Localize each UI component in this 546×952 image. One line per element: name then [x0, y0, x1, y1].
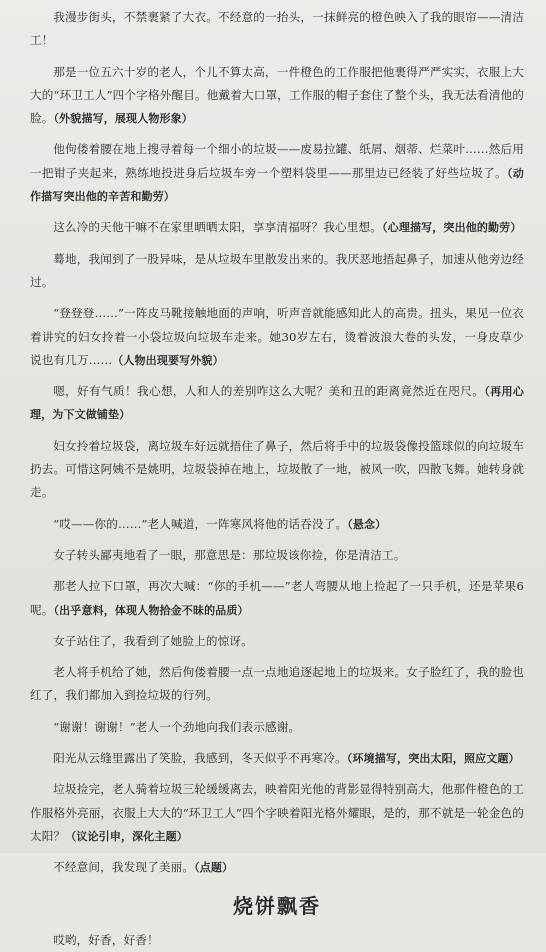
- paragraph-15: 阳光从云缝里露出了笑脸，我感到，冬天似乎不再寒冷。（环境描写，突出太阳，照应文题）: [53, 751, 520, 766]
- paragraph-17: 不经意间，我发现了美丽。（点题）: [53, 860, 234, 875]
- paragraph-7: 嗯，好有气质！我心想，人和人的差别咋这么大呢？美和丑的距离竟然近在咫尺。（再用心理，为下文做铺垫）: [30, 384, 524, 422]
- paragraph-9: “哎——你的……”老人喊道，一阵寒风将他的话吞没了。（悬念）: [53, 516, 387, 531]
- paragraph-14: “谢谢！谢谢！”老人一个劲地向我们表示感谢。: [53, 719, 301, 734]
- paragraph-6: “登登登……”一阵皮马靴接触地面的声响，听声音就能感知此人的高贵。扭头，果见一位衣着讲究的妇女拎着一小袋垃圾向垃圾车走来。她30岁左右，烫着波浪大卷的头发，一身皮草少说也有几万……（人物出现要写外貌）: [30, 306, 524, 367]
- paragraph-11: 那老人拉下口罩，再次大喊：“你的手机——”老人弯腰从地上捡起了一只手机，还是苹果6呢。（出乎意料，体现人物拾金不昧的品质）: [30, 579, 524, 617]
- annotation: （悬念）: [347, 517, 387, 531]
- paragraph-13: 老人将手机给了她，然后佝偻着腰一点一点地追逐起地上的垃圾来。女子脸红了，我的脸也红了，我们都加入到捡垃圾的行列。: [30, 665, 524, 703]
- paragraph-3: 他佝偻着腰在地上搜寻着每一个细小的垃圾——废易拉罐、纸屑、烟蒂、烂菜叶……然后用一把钳子夹起来，熟练地投进身后垃圾车旁一个塑料袋里——那里边已经装了好些垃圾了。（动作描写突出他的辛苦和勤劳）: [30, 142, 524, 204]
- story-body: [30, 6, 524, 880]
- annotation: （出乎意料，体现人物拾金不昧的品质）: [53, 603, 249, 617]
- annotation: （动作描写突出他的辛苦和勤劳）: [30, 166, 524, 204]
- paragraph-10: 女子转头鄙夷地看了一眼，那意思是：那垃圾该你捡，你是清洁工。: [53, 547, 406, 562]
- annotation: （再用心理，为下文做铺垫）: [30, 385, 524, 422]
- paragraph-story2-1: 哎哟，好香，好香！: [53, 932, 159, 947]
- annotation: （环境描写，突出太阳，照应文题）: [346, 752, 520, 766]
- article-title: 烧饼飘香: [233, 893, 321, 918]
- paragraph-2: 那是一位五六十岁的老人，个儿不算太高，一件橙色的工作服把他裹得严严实实，衣服上大大的“环卫工人”四个字格外醒目。他戴着大口罩，工作服的帽子套住了整个头，我无法看清他的脸。（外貌描写，展现人物形象）: [30, 64, 524, 126]
- paragraph-1: 我漫步街头，不禁裹紧了大衣。不经意的一抬头，一抹鲜亮的橙色映入了我的眼帘——清洁工！: [30, 10, 524, 48]
- annotation: （心理描写，突出他的勤劳）: [382, 221, 522, 235]
- paragraph-4: 这么冷的天他干嘛不在家里晒晒太阳，享享清福呀？我心里想。（心理描写，突出他的勤劳）: [53, 220, 522, 235]
- paragraph-12: 女子站住了，我看到了她脸上的惊讶。: [53, 633, 253, 648]
- annotation: （点题）: [194, 861, 234, 875]
- annotation: （外貌描写，展现人物形象）: [53, 112, 193, 126]
- annotation: （人物出现要写外貌）: [112, 353, 224, 367]
- annotation: （议论引申，深化主题）: [65, 829, 188, 843]
- paragraph-5: 蓦地，我闻到了一股异味，是从垃圾车里散发出来的。我厌恶地捂起鼻子，加速从他旁边经过。: [30, 251, 524, 289]
- paragraph-8: 妇女拎着垃圾袋，离垃圾车好远就捂住了鼻子，然后将手中的垃圾袋像投篮球似的向垃圾车扔去。可惜这阿姨不是姚明，垃圾袋掉在地上，垃圾散了一地，被风一吹，四散飞舞。她转身就走。: [30, 438, 524, 500]
- paragraph-16: 垃圾捡完，老人骑着垃圾三轮缓缓离去，映着阳光他的背影显得特别高大，他那件橙色的工作服格外亮丽，衣服上大大的“环卫工人”四个字映着阳光格外耀眼，是的，那不就是一轮金色的太阳？（议论引申，深化主题）: [30, 782, 524, 843]
